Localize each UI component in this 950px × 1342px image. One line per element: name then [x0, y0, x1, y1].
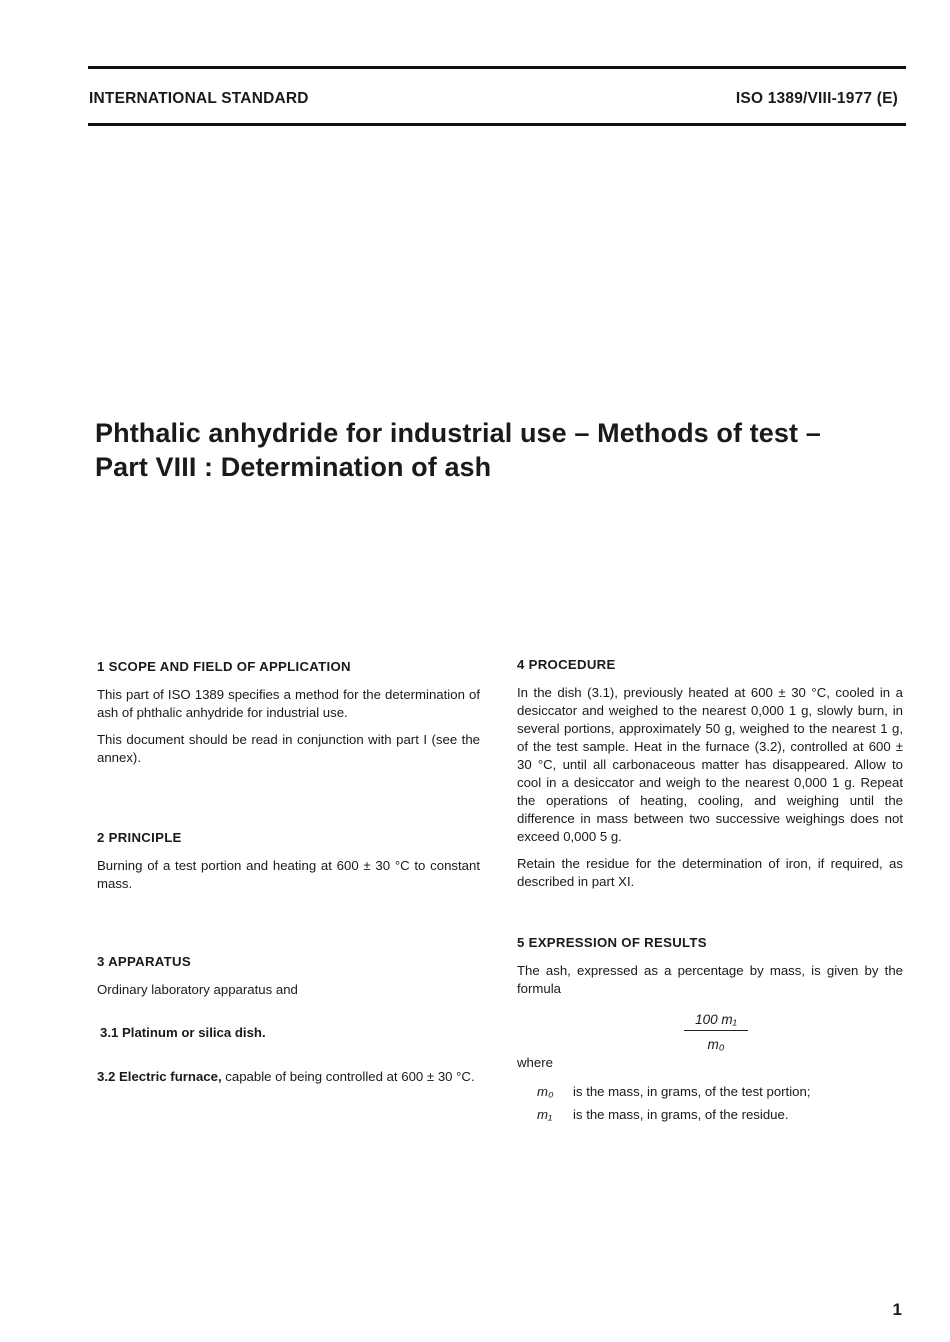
definition-text: is the mass, in grams, of the test portion; [573, 1084, 811, 1099]
apparatus-item-text: capable of being controlled at 600 ± 30 °C. [221, 1069, 475, 1084]
title-line-2: Part VIII : Determination of ash [95, 452, 492, 482]
where-label: where [517, 1055, 553, 1070]
top-rule [88, 66, 906, 69]
definition-symbol: m₁ [537, 1107, 553, 1122]
section-scope [97, 658, 480, 767]
formula-numerator: 100 m₁ [695, 1012, 737, 1027]
section-procedure [517, 656, 903, 891]
title-line-1: Phthalic anhydride for industrial use – Methods of test – [95, 418, 821, 448]
ash-formula [684, 1012, 748, 1052]
section-apparatus [97, 953, 480, 1086]
paragraph: Ordinary laboratory apparatus and [97, 982, 298, 997]
section-heading: 5 EXPRESSION OF RESULTS [517, 935, 707, 950]
section-results [517, 934, 903, 998]
paragraph: In the dish (3.1), previously heated at 600 ± 30 °C, cooled in a desiccator and weighed to the nearest 0,000 1 g, slowly burn, in several portions, approximately 50 g, weighed to the nearest 1 g, of the test sample. Heat in the furnace (3.2), controlled at 600 ± 30 °C, until all carbonaceous matter has disappeared. Allow to cool in a desiccator and weigh to the nearest 0,000 1 g. Repeat the operations of heating, cooling, and weighing until the difference in mass between two successive weighings does not exceed 0,000 5 g. [517, 685, 903, 844]
section-principle [97, 829, 480, 893]
doc-type-label: INTERNATIONAL STANDARD [89, 90, 309, 107]
apparatus-item [97, 1068, 480, 1086]
paragraph: This document should be read in conjunction with part I (see the annex). [97, 732, 480, 765]
page-number: 1 [892, 1300, 902, 1319]
formula-denominator: m₀ [707, 1037, 725, 1052]
definition-row [537, 1083, 810, 1101]
definition-row [537, 1106, 810, 1124]
section-heading: 2 PRINCIPLE [97, 830, 182, 845]
document-title [95, 416, 821, 484]
apparatus-item-title: 3.2 Electric furnace, [97, 1069, 222, 1084]
paragraph: Retain the residue for the determination of iron, if required, as described in part XI. [517, 856, 903, 889]
section-heading: 4 PROCEDURE [517, 657, 616, 672]
section-heading: 3 APPARATUS [97, 954, 191, 969]
symbol-definitions [537, 1083, 810, 1124]
paragraph: The ash, expressed as a percentage by mass, is given by the formula [517, 963, 903, 996]
standard-number: ISO 1389/VIII-1977 (E) [735, 90, 898, 107]
definition-text: is the mass, in grams, of the residue. [573, 1107, 789, 1122]
paragraph: Burning of a test portion and heating at 600 ± 30 °C to constant mass. [97, 858, 480, 891]
section-heading: 1 SCOPE AND FIELD OF APPLICATION [97, 659, 351, 674]
apparatus-item: 3.1 Platinum or silica dish. [100, 1025, 266, 1040]
fraction-bar [684, 1030, 748, 1031]
paragraph: This part of ISO 1389 specifies a method for the determination of ash of phthalic anhydride for industrial use. [97, 687, 480, 720]
definition-symbol: m₀ [537, 1084, 554, 1099]
header-rule [88, 123, 906, 126]
